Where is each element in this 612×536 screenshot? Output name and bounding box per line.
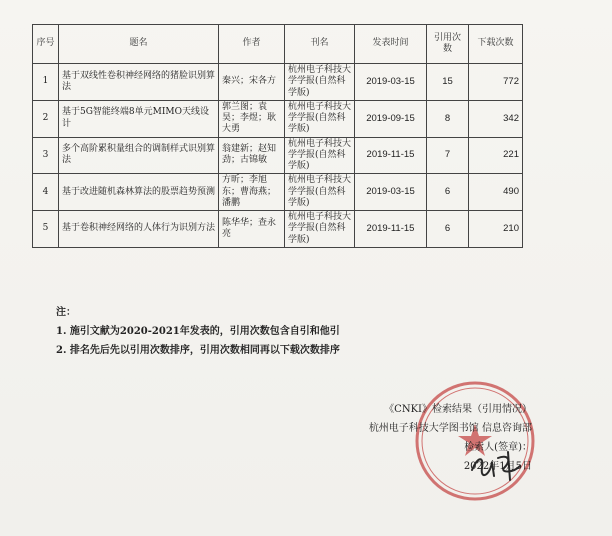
footer-date: 2022年1月5日 xyxy=(463,461,532,472)
cell-date: 2019-11-15 xyxy=(355,211,427,248)
cell-author: 郭兰图；袁昊；李煜；耿大勇 xyxy=(219,100,285,137)
cell-title: 基于卷积神经网络的人体行为识别方法 xyxy=(59,211,219,248)
cell-no: 4 xyxy=(33,174,59,211)
cell-date: 2019-03-15 xyxy=(355,64,427,101)
table-header-row xyxy=(33,25,523,64)
cell-journal: 杭州电子科技大学学报(自然科学版) xyxy=(285,64,355,101)
cell-cite: 7 xyxy=(427,137,469,174)
cell-downloads: 221 xyxy=(469,137,523,174)
note-item: 2. 排名先后先以引用次数排序，引用次数相同再以下载次数排序 xyxy=(56,345,340,356)
cell-author: 翁建新；赵知劲；古锦敏 xyxy=(219,137,285,174)
cell-journal: 杭州电子科技大学学报(自然科学版) xyxy=(285,137,355,174)
header-cite: 引用次数 xyxy=(427,25,469,64)
cell-author: 陈华华；查永亮 xyxy=(219,211,285,248)
table-row xyxy=(33,174,523,211)
cell-journal: 杭州电子科技大学学报(自然科学版) xyxy=(285,174,355,211)
cell-title: 基于改进随机森林算法的股票趋势预测 xyxy=(59,174,219,211)
cell-title: 基于双线性卷积神经网络的猪脸识别算法 xyxy=(59,64,219,101)
cell-no: 5 xyxy=(33,211,59,248)
table-row xyxy=(33,64,523,101)
table-row xyxy=(33,100,523,137)
cell-journal: 杭州电子科技大学学报(自然科学版) xyxy=(285,211,355,248)
table-row xyxy=(33,137,523,174)
cell-date: 2019-11-15 xyxy=(355,137,427,174)
header-no: 序号 xyxy=(33,25,59,64)
cell-no: 2 xyxy=(33,100,59,137)
cell-downloads: 490 xyxy=(469,174,523,211)
cell-no: 3 xyxy=(33,137,59,174)
footer-searcher: 检索人(签章)： xyxy=(464,442,532,453)
table-row xyxy=(33,211,523,248)
footer-source: 《CNKI》检索结果（引用情况） xyxy=(384,404,532,415)
cell-cite: 8 xyxy=(427,100,469,137)
cell-downloads: 342 xyxy=(469,100,523,137)
cell-author: 方昕；李旭东；曹海燕；潘鹏 xyxy=(219,174,285,211)
cell-cite: 6 xyxy=(427,174,469,211)
cell-author: 秦兴；宋各方 xyxy=(219,64,285,101)
cell-date: 2019-09-15 xyxy=(355,100,427,137)
cell-cite: 6 xyxy=(427,211,469,248)
cell-downloads: 210 xyxy=(469,211,523,248)
header-journal: 刊名 xyxy=(285,25,355,64)
cell-title: 基于5G智能终端8单元MIMO天线设计 xyxy=(59,100,219,137)
header-author: 作者 xyxy=(219,25,285,64)
cell-title: 多个高阶累积量组合的调制样式识别算法 xyxy=(59,137,219,174)
notes-heading: 注： xyxy=(56,307,76,318)
header-date: 发表时间 xyxy=(355,25,427,64)
footer-organization: 杭州电子科技大学图书馆 信息咨询部 xyxy=(368,423,532,434)
citation-table xyxy=(32,24,523,248)
cell-journal: 杭州电子科技大学学报(自然科学版) xyxy=(285,100,355,137)
header-title: 题名 xyxy=(59,25,219,64)
header-downloads: 下载次数 xyxy=(469,25,523,64)
notes-section xyxy=(56,303,340,360)
cell-date: 2019-03-15 xyxy=(355,174,427,211)
cell-cite: 15 xyxy=(427,64,469,101)
document-footer xyxy=(369,400,532,476)
cell-no: 1 xyxy=(33,64,59,101)
cell-downloads: 772 xyxy=(469,64,523,101)
note-item: 1. 施引文献为2020-2021年发表的，引用次数包含自引和他引 xyxy=(56,326,340,337)
